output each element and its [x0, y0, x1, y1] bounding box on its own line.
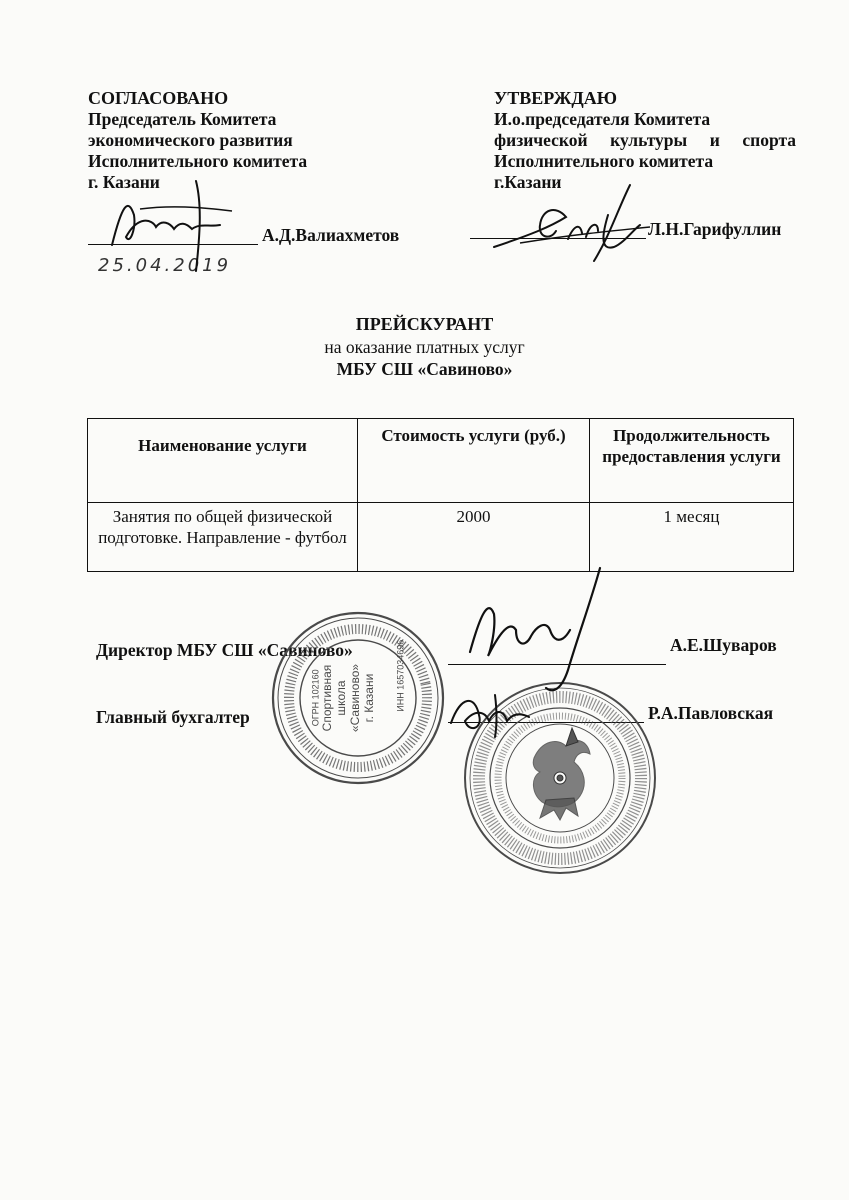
stamp-center-line: г. Казани	[362, 673, 376, 723]
stamp-inn: ИНН 1657034696	[395, 639, 406, 712]
agreed-line: экономического развития	[88, 130, 293, 150]
approved-line: физической культуры и спорта	[494, 130, 796, 150]
header-duration: Продолжительность предоставления услуги	[590, 419, 794, 503]
cell-price: 2000	[358, 503, 590, 572]
agreed-line: Председатель Комитета	[88, 109, 277, 129]
director-signature	[450, 560, 610, 700]
agreed-line: г. Казани	[88, 172, 160, 192]
agreed-signature	[100, 175, 260, 275]
agreed-heading: СОГЛАСОВАНО	[88, 88, 229, 108]
approved-heading: УТВЕРЖДАЮ	[494, 88, 618, 108]
director-name: А.Е.Шуваров	[670, 635, 777, 655]
approved-name: Л.Н.Гарифуллин	[648, 219, 782, 239]
agreed-name: А.Д.Валиахметов	[262, 225, 400, 245]
table-header-row	[88, 419, 794, 503]
table-row	[88, 503, 794, 572]
stamp-center-line: школа	[334, 680, 348, 716]
approved-signature	[490, 175, 660, 275]
document-subtitle: на оказание платных услуг	[324, 337, 525, 357]
header-service: Наименование услуги	[88, 419, 358, 503]
stamp-center-line: Спортивная	[320, 664, 334, 732]
header-price: Стоимость услуги (руб.)	[358, 419, 590, 503]
director-title: Директор МБУ СШ «Савиново»	[96, 640, 353, 660]
cell-service: Занятия по общей физической подготовке. Направление - футбол	[88, 503, 358, 572]
document-title: ПРЕЙСКУРАНТ	[355, 314, 494, 334]
accountant-signature	[445, 685, 545, 745]
approved-line: Исполнительного комитета	[494, 151, 714, 171]
accountant-name: Р.А.Павловская	[648, 703, 774, 723]
agreed-line: Исполнительного комитета	[88, 151, 308, 171]
school-stamp	[254, 594, 463, 803]
cell-duration: 1 месяц	[590, 503, 794, 572]
stamp-center-line: «Савиново»	[348, 663, 362, 733]
accountant-title: Главный бухгалтер	[96, 707, 250, 727]
approved-line: г.Казани	[494, 172, 562, 192]
stamp-ogrn: ОГРН 102160	[310, 669, 321, 727]
price-table	[87, 418, 794, 572]
agreed-date: 25.04.2019	[98, 255, 232, 276]
document-organization: МБУ СШ «Савиново»	[336, 359, 513, 379]
approved-line: И.о.председателя Комитета	[494, 109, 711, 129]
